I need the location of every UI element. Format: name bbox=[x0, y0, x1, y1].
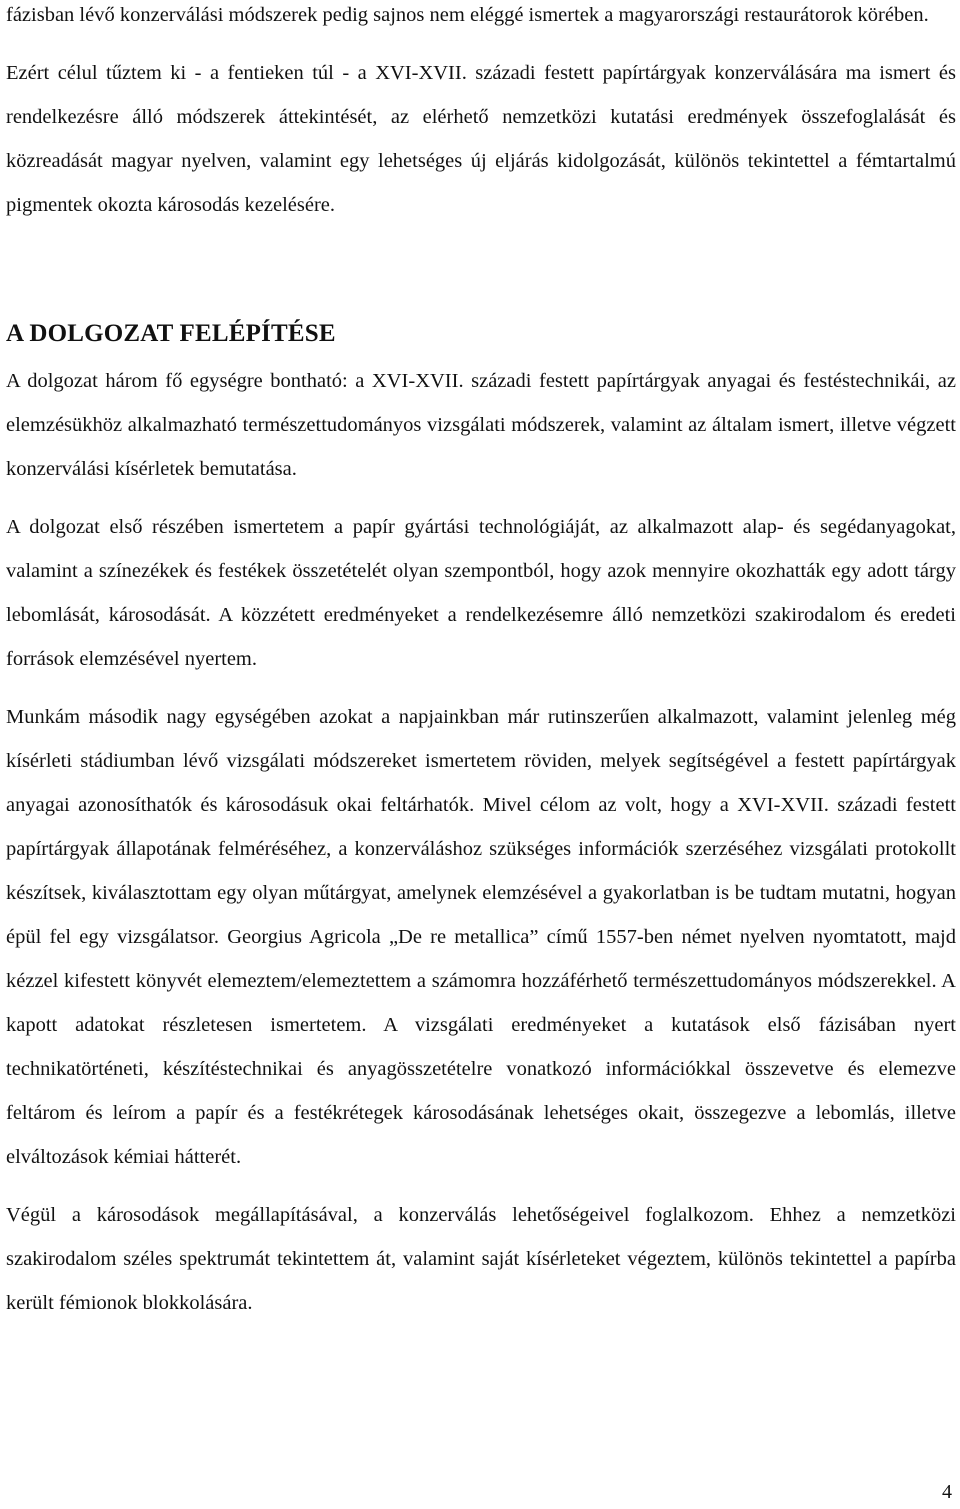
paragraph-body-4: Végül a károsodások megállapításával, a konzerválás lehetőségeivel foglalkozom. Ehhez a nemzetközi szakirodalom széles spektrumát tekintettem át, valamint saját kísérleteket végeztem, különös tekintettel a papírba került fémionok blokkolására. bbox=[6, 1204, 956, 1314]
paragraph-body-1: A dolgozat három fő egységre bontható: a XVI-XVII. századi festett papírtárgyak anyagai és festéstechnikái, az elemzésükhöz alkalmazható természettudományos vizsgálati módszerek, valamint az általam ismert, illetve végzett konzerválási kísérletek bemutatása. bbox=[6, 370, 956, 480]
section-heading: A DOLGOZAT FELÉPÍTÉSE bbox=[6, 320, 336, 347]
paragraph-intro-2: Ezért célul tűztem ki - a fentieken túl - a XVI-XVII. századi festett papírtárgyak konzerválására ma ismert és rendelkezésre álló módszerek áttekintését, az elérhető nemzetközi kutatási eredmények összefoglalását és közreadását magyar nyelven, valamint egy lehetséges új eljárás kidolgozását, különös tekintettel a fémtartalmú pigmentek okozta károsodás kezelésére. bbox=[6, 62, 956, 216]
paragraph-intro-1: fázisban lévő konzerválási módszerek pedig sajnos nem eléggé ismertek a magyarországi restaurátorok körében. bbox=[6, 4, 929, 26]
page-number: 4 bbox=[942, 1481, 952, 1503]
document-page bbox=[6, 0, 956, 1325]
paragraph-body-3: Munkám második nagy egységében azokat a napjainkban már rutinszerűen alkalmazott, valamint jelenleg még kísérleti stádiumban lévő vizsgálati módszereket ismertetem röviden, melyek segítségével a festett papírtárgyak anyagai azonosíthatók és károsodásuk okai feltárhatók. Mivel célom az volt, hogy a XVI-XVII. századi festett papírtárgyak állapotának felméréséhez, a konzerváláshoz szükséges információk szerzéséhez vizsgálati protokollt készítsek, kiválasztottam egy olyan műtárgyat, amelynek elemzésével a gyakorlatban is be tudtam mutatni, hogyan épül fel egy vizsgálatsor. Georgius Agricola „De re metallica” című 1557-ben német nyelven nyomtatott, majd kézzel kifestett könyvét elemeztem/elemeztettem a számomra hozzáférhető természettudományos módszerekkel. A kapott adatokat részletesen ismertetem. A vizsgálati eredményeket a kutatások első fázisában nyert technikatörténeti, készítéstechnikai és anyagösszetételre vonatkozó információkkal összevetve és elemezve feltárom és leírom a papír és a festékrétegek károsodásának lehetséges okait, összegezve a lebomlás, illetve elváltozások kémiai hátterét. bbox=[6, 706, 956, 1168]
paragraph-body-2: A dolgozat első részében ismertetem a papír gyártási technológiáját, az alkalmazott alap- és segédanyagokat, valamint a színezékek és festékek összetételét olyan szempontból, hogy azok mennyire okozhatták egy adott tárgy lebomlását, károsodását. A közzétett eredményeket a rendelkezésemre álló nemzetközi szakirodalom és eredeti források elemzésével nyertem. bbox=[6, 516, 956, 670]
